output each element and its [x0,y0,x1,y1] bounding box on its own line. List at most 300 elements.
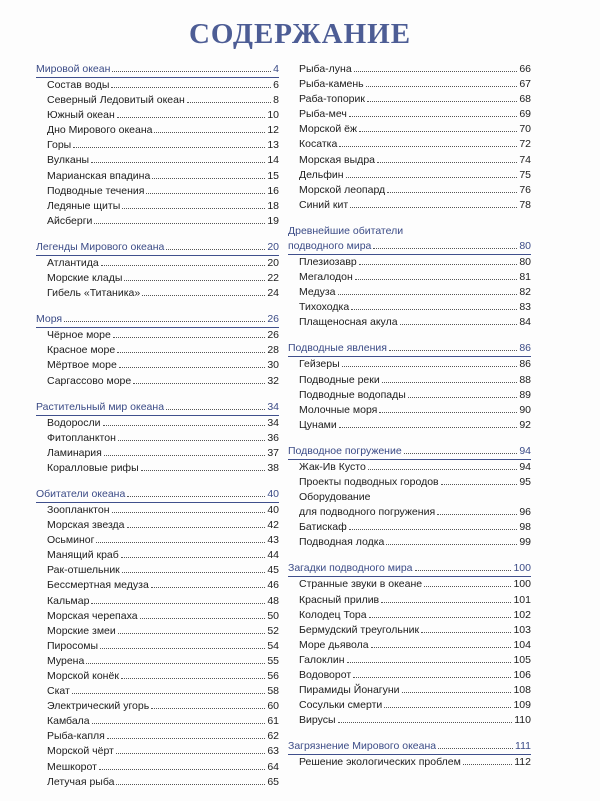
toc-entry[interactable] [288,357,531,372]
toc-entry[interactable] [288,137,531,152]
toc-entry[interactable] [36,431,279,446]
toc-entry[interactable] [288,153,531,168]
page-number: 52 [267,624,279,637]
leader-dots [408,397,517,398]
leader-dots [415,570,512,571]
page-number: 86 [519,358,531,371]
section-heading-label: Подводные явления [288,342,387,355]
section-heading-line2: подводного мира [288,239,372,252]
toc-entry[interactable] [288,713,531,728]
leader-dots [437,514,517,515]
leader-dots [371,647,512,648]
page-number: 56 [267,670,279,682]
toc-entry[interactable] [288,475,531,490]
leader-dots [368,469,517,470]
entry-label: Скат [47,685,70,698]
leader-dots [342,366,518,367]
page-number: 10 [267,109,279,122]
entry-label: Морская выдра [299,153,375,166]
entry-label: Вулканы [47,154,90,167]
page-number: 75 [519,168,531,181]
entry-label: Морской конёк [47,670,119,682]
entry-label: Молочные моря [299,403,378,416]
leader-dots [73,147,265,148]
entry-label: Пиросомы [47,639,99,652]
entry-label: Морские клады [47,272,123,285]
page-number: 28 [267,344,279,357]
toc-entry[interactable] [288,683,531,698]
leader-dots [355,279,518,280]
entry-label: Ледяные щиты [47,199,121,212]
page-number: 20 [267,256,279,269]
toc-entry[interactable] [36,533,279,548]
toc-entry[interactable] [288,653,531,668]
page-number: 69 [519,108,531,121]
toc-entry[interactable] [288,270,531,285]
page-number: 65 [267,775,279,788]
section-heading[interactable] [36,312,279,328]
page-number: 72 [519,138,531,151]
leader-dots [151,708,265,709]
entry-label: Айсберги [47,214,93,227]
toc-entry[interactable] [288,608,531,623]
leader-dots [166,409,265,410]
toc-section-continued [288,62,531,213]
page-number: 84 [519,316,531,329]
toc-entry[interactable] [36,343,279,358]
toc-section [36,487,279,790]
entry-label: Жак-Ив Кусто [299,460,366,473]
leader-dots [339,427,518,428]
entry-label: Морской леопард [299,183,386,196]
toc-section [288,224,531,330]
page-number: 111 [515,740,531,753]
entry-label: Подводные реки [299,373,380,386]
leader-dots [346,177,518,178]
leader-dots [384,707,511,708]
toc-entry[interactable] [288,638,531,653]
entry-label: Красный прилив [299,593,380,606]
entry-label: Водоросли [47,416,101,429]
leader-dots [117,352,265,353]
page-number: 67 [519,78,531,91]
leader-dots [122,208,265,209]
entry-label: Морской ёж [299,123,357,136]
toc-section [36,400,279,476]
entry-label: Бессмертная медуза [47,579,149,592]
page-number: 44 [267,549,279,562]
toc-entry[interactable] [36,624,279,639]
page-title: СОДЕРЖАНИЕ [188,18,412,50]
leader-dots [421,632,511,633]
toc-entry[interactable] [36,548,279,563]
toc-entry[interactable] [288,755,531,770]
page-number: 58 [267,685,279,698]
toc-entry[interactable] [36,123,279,138]
entry-label: Морской чёрт [47,745,114,758]
leader-dots [103,425,266,426]
leader-dots [118,440,265,441]
page-number: 70 [519,123,531,136]
toc-entry[interactable] [36,503,279,518]
toc-entry[interactable] [36,744,279,759]
toc-entry[interactable] [36,654,279,669]
toc-entry[interactable] [36,169,279,184]
page-number: 38 [267,461,279,474]
leader-dots [386,544,517,545]
page-number: 46 [267,579,279,592]
leader-dots [387,192,517,193]
toc-entry[interactable] [36,108,279,123]
leader-dots [107,738,265,739]
toc-entry[interactable] [36,358,279,373]
leader-dots [116,753,265,754]
page-number: 30 [267,359,279,372]
entry-label: Южный океан [47,109,115,122]
leader-dots [339,146,517,147]
page-number: 55 [267,654,279,667]
page-number: 14 [267,154,279,167]
entry-label: Пирамиды Йонагуни [299,684,400,697]
leader-dots [187,102,271,103]
toc-entry[interactable] [36,78,279,93]
page-number: 68 [519,93,531,106]
page-number: 112 [514,756,531,769]
page-number: 50 [267,609,279,622]
page-number: 96 [519,506,531,519]
entry-label: Летучая рыба [47,775,115,788]
entry-label: Тихоходка [299,301,350,314]
entry-label: Морские змеи [47,624,116,637]
entry-label: Морская звезда [47,519,125,532]
page-number: 94 [519,444,531,457]
page-number: 66 [519,63,531,75]
toc-entry[interactable] [288,418,531,433]
toc-entry[interactable] [288,198,531,213]
toc-entry[interactable] [288,403,531,418]
toc-entry[interactable] [36,699,279,714]
entry-label: Сосульки смерти [299,699,383,712]
toc-entry[interactable] [36,594,279,609]
section-heading[interactable] [36,240,279,256]
entry-label: Галоклин [299,653,345,666]
leader-dots [369,617,512,618]
entry-label: Морская черепаха [47,609,138,622]
toc-section [288,341,531,432]
toc-entry[interactable] [36,138,279,153]
page-number: 45 [267,564,279,577]
toc-section [288,561,531,728]
toc-entry[interactable] [288,535,531,550]
toc-entry[interactable] [288,698,531,713]
leader-dots [92,723,266,724]
toc-entry[interactable] [288,490,531,520]
page-number: 22 [267,272,279,285]
entry-label: Подводные водопады [299,388,406,401]
toc-entry[interactable] [36,416,279,431]
toc-entry[interactable] [36,328,279,343]
leader-dots [379,412,517,413]
toc-entry[interactable] [288,315,531,330]
toc-entry[interactable] [288,92,531,107]
leader-dots [438,748,513,749]
leader-dots [100,648,265,649]
toc-entry[interactable] [36,563,279,578]
toc-entry[interactable] [288,77,531,92]
entry-label-line1: Оборудование [299,491,371,504]
entry-label: Рыба-камень [299,78,364,91]
leader-dots [64,321,265,322]
entry-label: Рыба-меч [299,108,347,121]
entry-label: Батискаф [299,521,347,534]
page-number: 105 [513,653,531,666]
leader-dots [121,557,266,558]
entry-label: Мегалодон [299,271,353,284]
toc-entry[interactable] [36,271,279,286]
page-number: 62 [267,730,279,743]
page-number: 74 [519,153,531,166]
page-number: 26 [267,329,279,342]
entry-label: Дно Мирового океана [47,124,153,137]
entry-label: Бермудский треугольник [299,623,420,636]
toc-entry[interactable] [288,373,531,388]
leader-dots [354,71,518,72]
page-number: 18 [267,199,279,212]
toc-section [36,62,279,229]
leader-dots [141,470,266,471]
page-number: 34 [267,400,279,413]
entry-label: Гибель «Титаника» [47,287,141,300]
leader-dots [104,455,265,456]
page-number: 32 [267,374,279,387]
section-heading-label: Моря [36,313,63,326]
toc-entry[interactable] [36,374,279,389]
entry-label: Рыба-капля [47,730,105,743]
page-number: 48 [267,594,279,607]
leader-dots [441,484,518,485]
entry-label: Плезиозавр [299,255,357,268]
entry-label: Состав воды [47,79,110,91]
page-number: 101 [513,593,531,606]
leader-dots [353,677,511,678]
leader-dots [349,116,517,117]
toc-entry[interactable] [36,93,279,108]
toc-entry[interactable] [288,107,531,122]
toc-entry[interactable] [36,714,279,729]
section-heading-label: Загрязнение Мирового океана [288,740,437,753]
entry-label: Раба-топорик [299,93,365,106]
entry-label: Косатка [299,138,338,151]
entry-label: Зоопланктон [47,503,110,516]
toc-entry[interactable] [36,578,279,593]
toc-entry[interactable] [36,518,279,533]
page-number: 15 [267,169,279,182]
page-number: 20 [267,240,279,253]
leader-dots [166,249,265,250]
leader-dots [140,618,266,619]
entry-label: Мешкорот [47,760,97,773]
leader-dots [72,693,265,694]
toc-entry[interactable] [36,199,279,214]
toc-entry[interactable] [36,214,279,229]
toc-entry[interactable] [288,168,531,183]
section-heading[interactable] [288,341,531,357]
toc-entry[interactable] [36,609,279,624]
leader-dots [111,87,271,88]
page-number: 43 [267,534,279,547]
entry-label: Мёртвое море [47,359,117,372]
leader-dots [142,295,265,296]
page-number: 40 [267,503,279,516]
toc-entry[interactable] [288,668,531,683]
page-number: 89 [519,388,531,401]
page-number: 24 [267,287,279,300]
page-number: 8 [273,94,279,107]
page-number: 19 [267,214,279,227]
page-number: 64 [267,760,279,773]
entry-label: Марианская впадина [47,169,151,182]
page-number: 106 [513,669,531,681]
toc-entry[interactable] [36,184,279,199]
leader-dots [86,663,265,664]
section-heading[interactable] [288,224,531,255]
leader-dots [124,280,265,281]
leader-dots [367,101,517,102]
entry-label: Подводная лодка [299,536,385,549]
section-heading-label: Обитатели океана [36,487,126,500]
toc-entry[interactable] [36,729,279,744]
section-heading-label: Подводное погружение [288,444,402,457]
toc-entry[interactable] [288,593,531,608]
section-heading[interactable] [36,487,279,503]
toc-section [288,739,531,770]
section-heading[interactable] [288,561,531,577]
page-number: 104 [513,638,531,651]
leader-dots [151,587,266,588]
entry-label: Ламинария [47,446,102,459]
leader-dots [99,769,265,770]
leader-dots [112,512,266,513]
toc-entry[interactable] [36,446,279,461]
entry-label: Дельфин [299,168,344,181]
section-heading-label: Растительный мир океана [36,400,165,413]
entry-label: Осьминог [47,534,95,547]
section-heading-line1: Древнейшие обитатели [288,224,404,237]
page-number: 90 [519,403,531,416]
toc-entry[interactable] [36,684,279,699]
page-number: 13 [267,139,279,152]
leader-dots [121,678,265,679]
page-number: 95 [519,475,531,488]
entry-label: Гейзеры [299,358,340,371]
leader-dots [382,382,518,383]
leader-dots [118,633,266,634]
toc-entry[interactable] [288,388,531,403]
toc-entry[interactable] [288,520,531,535]
page-number: 86 [519,342,531,355]
leader-dots [338,722,513,723]
page-number: 98 [519,521,531,534]
leader-dots [424,586,511,587]
page-number: 37 [267,446,279,459]
page-number: 100 [513,578,531,591]
page-number: 12 [267,124,279,137]
toc-entry[interactable] [288,285,531,300]
page-number: 100 [513,562,531,575]
entry-label: Плащеносная акула [299,316,398,329]
toc-entry[interactable] [288,460,531,475]
entry-label: Электрический угорь [47,700,150,713]
toc-entry[interactable] [36,760,279,775]
page-number: 94 [519,460,531,473]
page-number: 108 [513,684,531,697]
toc-entry[interactable] [36,461,279,476]
toc-entry[interactable] [288,577,531,592]
entry-label: Фитопланктон [47,431,116,444]
page-number: 110 [514,714,531,727]
section-heading[interactable] [36,62,279,78]
leader-dots [146,193,265,194]
entry-label: Камбала [47,715,90,728]
entry-label: Медуза [299,286,336,299]
leader-dots [400,324,518,325]
page-number: 82 [519,286,531,299]
toc-entry[interactable] [36,286,279,301]
leader-dots [389,350,517,351]
entry-label: Цунами [299,418,337,431]
page-number: 36 [267,431,279,444]
toc-entry[interactable] [36,775,279,790]
toc-entry[interactable] [36,256,279,271]
page-number: 103 [513,623,531,636]
toc-entry[interactable] [288,623,531,638]
toc-entry[interactable] [36,153,279,168]
leader-dots [154,132,265,133]
entry-label: Чёрное море [47,329,111,342]
leader-dots [113,337,266,338]
page-number: 99 [519,536,531,549]
leader-dots [373,248,517,249]
leader-dots [350,207,517,208]
toc-entry[interactable] [288,122,531,137]
leader-dots [351,309,517,310]
section-heading-label: Легенды Мирового океана [36,240,165,253]
section-heading[interactable] [288,739,531,755]
toc-entry[interactable] [288,300,531,315]
page-number: 4 [273,63,279,75]
page-number: 88 [519,373,531,386]
entry-label: Мурена [47,654,85,667]
toc-column-left [36,62,279,801]
toc-entry[interactable] [36,639,279,654]
section-heading[interactable] [288,444,531,460]
entry-label: Красное море [47,344,116,357]
section-heading[interactable] [36,400,279,416]
toc-entry[interactable] [36,669,279,684]
toc-entry[interactable] [288,255,531,270]
leader-dots [338,294,518,295]
toc-entry[interactable] [288,62,531,77]
leader-dots [119,367,266,368]
leader-dots [402,692,512,693]
entry-label: Синий кит [299,198,349,211]
toc-entry[interactable] [288,183,531,198]
leader-dots [359,264,518,265]
leader-dots [152,178,265,179]
entry-label: Странные звуки в океане [299,578,423,591]
leader-dots [127,496,265,497]
leader-dots [381,602,511,603]
